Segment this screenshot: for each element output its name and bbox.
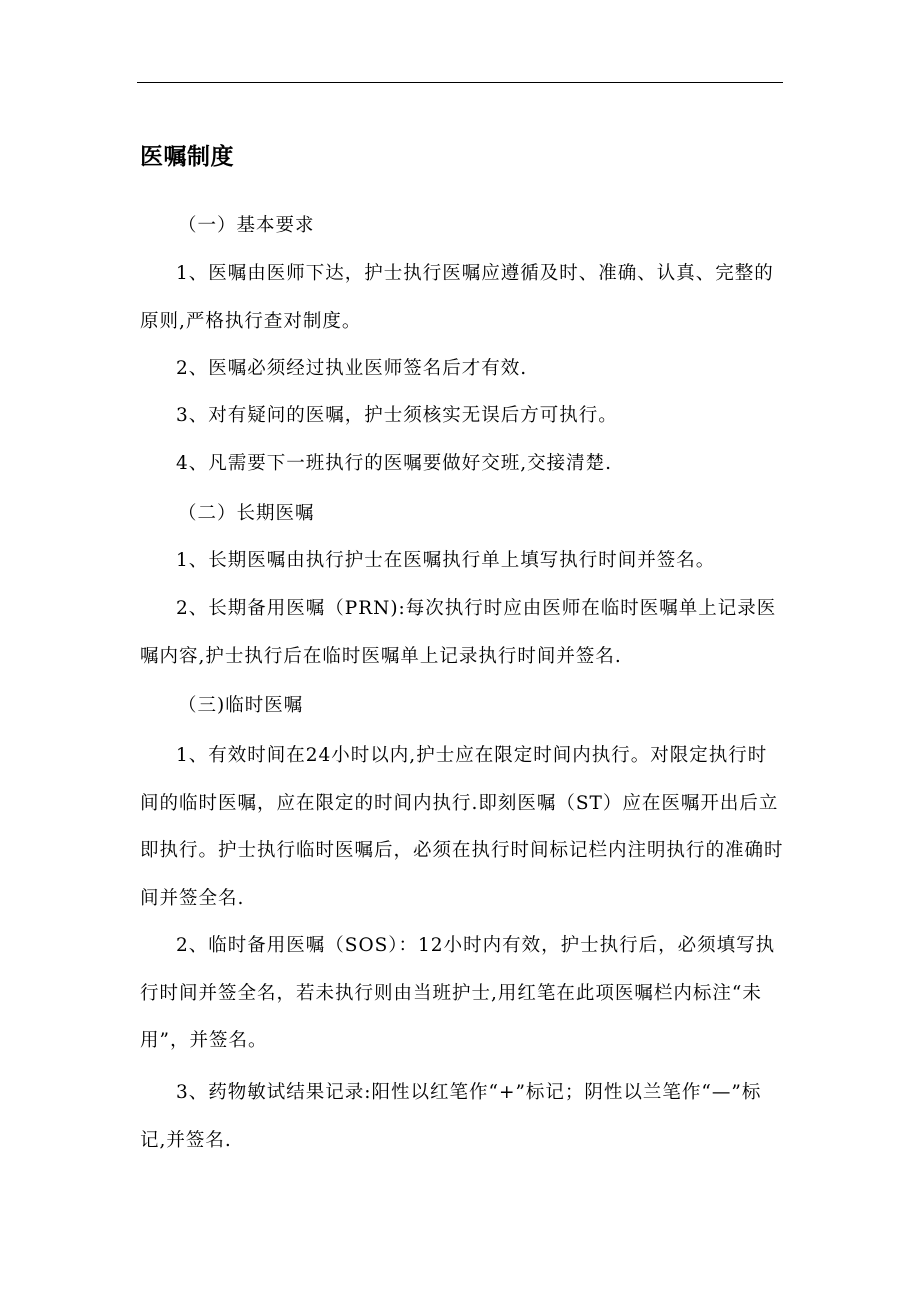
basic-requirement-item-1: 1、医嘱由医师下达，护士执行医嘱应遵循及时、准确、认真、完整的原则,严格执行查对制度。	[140, 263, 774, 332]
section-heading-temporary-orders: （三)临时医嘱	[178, 695, 304, 716]
temporary-order-item-3: 3、药物敏试结果记录:阳性以红笔作“+”标记；阴性以兰笔作“—”标记,并签名.	[140, 1082, 762, 1151]
basic-requirement-item-3: 3、对有疑问的医嘱，护士须核实无误后方可执行。	[176, 405, 618, 426]
long-term-order-item-1: 1、长期医嘱由执行护士在医嘱执行单上填写执行时间并签名。	[176, 550, 716, 571]
temporary-order-item-2: 2、临时备用医嘱（SOS）：12小时内有效，护士执行后，必须填写执行时间并签全名，若未执行则由当班护士,用红笔在此项医嘱栏内标注“未用”，并签名。	[140, 935, 776, 1051]
header-rule	[137, 82, 783, 83]
basic-requirement-item-2: 2、医嘱必须经过执业医师签名后才有效.	[176, 358, 528, 379]
basic-requirement-item-4: 4、凡需要下一班执行的医嘱要做好交班,交接清楚.	[176, 453, 613, 474]
temporary-order-item-1: 1、有效时间在24小时以内,护士应在限定时间内执行。对限定执行时间的临时医嘱，应在限定的时间内执行.即刻医嘱（ST）应在医嘱开出后立即执行。护士执行临时医嘱后，必须在执行时间标记栏内注明执行的准确时间并签全名.	[140, 745, 784, 909]
section-heading-long-term-orders: （二）长期医嘱	[178, 503, 315, 524]
document-title: 医嘱制度	[140, 144, 234, 170]
section-heading-basic-requirements: （一）基本要求	[178, 215, 315, 236]
long-term-order-item-2: 2、长期备用医嘱（PRN):每次执行时应由医师在临时医嘱单上记录医嘱内容,护士执行后在临时医嘱单上记录执行时间并签名.	[140, 598, 777, 667]
